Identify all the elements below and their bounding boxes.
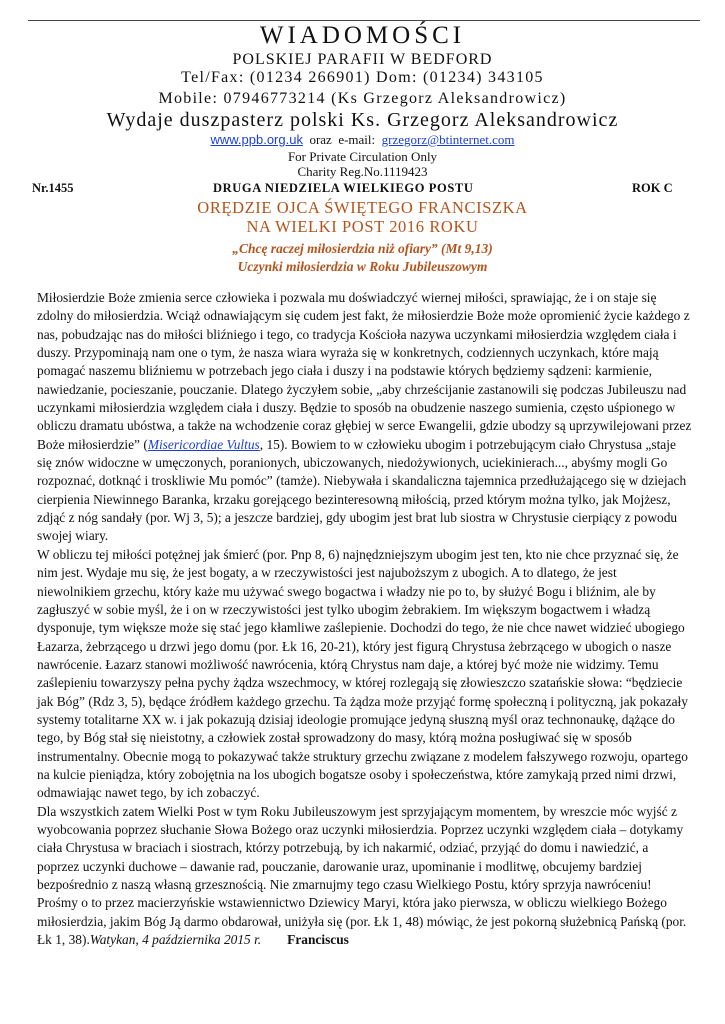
publisher-line: Wydaje duszpasterz polski Ks. Grzegorz Aleksandrowicz <box>106 109 619 131</box>
top-rule <box>28 20 700 21</box>
website-link[interactable]: www.ppb.org.uk <box>210 132 303 147</box>
article-body <box>37 289 692 949</box>
article-title: ORĘDZIE OJCA ŚWIĘTEGO FRANCISZKA <box>197 198 528 217</box>
liturgical-sunday: DRUGA NIEDZIELA WIELKIEGO POSTU <box>213 181 474 195</box>
mobile-line: Mobile: 07946773214 (Ks Grzegorz Aleksandrowicz) <box>158 90 567 107</box>
paragraph-1-text-a: Miłosierdzie Boże zmienia serce człowieka i pozwala mu doświadczyć wiernej miłości, sprawiając, że i on staje się zdolny do miłosierdzia. Wciąż odnawiającym się cudem jest fakt, że miłosierdzie Boże może opromienić życie każdego z nas, pobudzając nas do miłości bliźniego i tego, co tradycja Kościoła nazywa uczynkami miłosierdzia względem ciała i duszy. Przypominają nam one o tym, że nasza wiara wyraża się w konkretnych, codziennych uczynkach, które mają pomagać naszemu bliźniemu w potrzebach jego ciała i duszy i na podstawie których będziemy sądzeni: karmienie, nawiedzanie, pocieszanie, pouczanie. Dlatego życzyłem sobie, „aby chrześcijanie zastanowili się podczas Jubileuszu nad uczynkami miłosierdzia względem ciała i duszy. Będzie to sposób na obudzenie naszego sumienia, często uśpionego w obliczu dramatu ubóstwa, a także na wchodzenie coraz głębiej w serce Ewangelii, gdzie ubodzy są uprzywilejowani przez Boże miłosierdzie” ( <box>37 290 692 452</box>
paragraph-1-text-b: , 15). Bowiem to w człowieku ubogim i potrzebującym ciało Chrystusa „staje się znów widoczne w umęczonych, poranionych, ubiczowanych, niedożywionych, uciekinierach..., abyśmy mogli Go rozpoznać, dotknąć i troskliwie Mu pomóc” (tamże). Niebywała i skandaliczna tajemnica przedłużającego się w dziejach cierpienia Niewinnego Baranka, krzaku gorejącego bezinteresowną miłością, przed którym można tylko, jak Mojżesz, zdjąć z nóg sandały (por. Wj 3, 5); a jeszcze bardziej, gdy ubogim jest brat lub siostra w Chrystusie cierpiący z powodu swojej wiary. <box>37 436 687 544</box>
paragraph-1 <box>37 289 692 546</box>
circulation-note: For Private Circulation Only <box>287 149 438 164</box>
issue-number: Nr.1455 <box>32 181 74 195</box>
article-motto: „Chcę raczej miłosierdzia niż ofiary” (Mt 9,13) <box>232 241 493 256</box>
paragraph-3 <box>37 803 692 950</box>
liturgical-year: ROK C <box>632 181 673 195</box>
parish-name: POLSKIEJ PARAFII W BEDFORD <box>232 51 493 68</box>
article-subtitle: Uczynki miłosierdzia w Roku Jubileuszowym <box>237 259 488 274</box>
contact-joiner: oraz e-mail: <box>302 132 382 147</box>
contact-line <box>0 133 725 146</box>
phone-line: Tel/Fax: (01234 266901) Dom: (01234) 343105 <box>181 69 544 86</box>
misericordiae-vultus-link[interactable]: Misericordiae Vultus <box>147 436 260 452</box>
article-title-line2: NA WIELKI POST 2016 ROKU <box>246 217 479 236</box>
email-link[interactable]: grzegorz@btinternet.com <box>381 132 515 147</box>
signature: Franciscus <box>287 932 349 948</box>
paragraph-2: W obliczu tej miłości potężnej jak śmierć (por. Pnp 8, 6) najnędzniejszym ubogim jest ten, kto nie chce przyznać się, że nim jest. Wydaje mu się, że jest bogaty, a w rzeczywistości jest najuboższym z ubogich. A to dlatego, że jest niewolnikiem grzechu, który każe mu używać swego bogactwa i władzy nie po to, by służyć Bogu i bliźnim, ale by zagłuszyć w sobie myśl, że i on w rzeczywistości jest tylko ubogim żebrakiem. Im większym bogactwem i władzą dysponuje, tym większe może się stać jego kłamliwe zaślepienie. Dochodzi do tego, że nie chce nawet widzieć ubogiego Łazarza, żebrzącego u drzwi jego domu (por. Łk 16, 20-21), który jest figurą Chrystusa żebrzącego w ubogich o nasze nawrócenie. Łazarz stanowi możliwość nawrócenia, którą Chrystus nam daje, a której być może nie widzimy. Temu zaślepieniu towarzyszy pełna pychy żądza wszechmocy, w której rozlegają się złowieszczo szatańskie słowa: “będziecie jak Bóg” (Rdz 3, 5), będące źródłem każdego grzechu. Ta żądza może przyjąć formę społeczną i polityczną, jak pokazały systemy totalitarne XX w. i jak pokazują dzisiaj ideologie promujące jedyną słuszną myśl oraz technonaukę, dążące do tego, by Bóg stał się nieistotny, a człowiek został sprowadzony do masy, którą można posługiwać się w sposób instrumentalny. Obecnie mogą to pokazywać także struktury grzechu związane z modelem fałszywego rozwoju, opartego na kulcie pieniądza, który zobojętnia na los ubogich bogatsze osoby i społeczeństwa, które zamykają przed nimi drzwi, odmawiając nawet tego, by ich zobaczyć. <box>37 546 688 801</box>
dateline: Watykan, 4 października 2015 r. <box>89 932 262 948</box>
paragraph-3-text: Dla wszystkich zatem Wielki Post w tym Roku Jubileuszowym jest sprzyjającym momentem, by wreszcie móc wyjść z wyobcowania poprzez słuchanie Słowa Bożego oraz uczynki miłosierdzia. Poprzez uczynki względem ciała – dotykamy ciała Chrystusa w braciach i siostrach, którzy potrzebują, by ich nakarmić, odziać, przyjąć do domu i nawiedzić, a poprzez uczynki duchowe – dawanie rad, pouczanie, darowanie uraz, upominanie i modlitwę, obcujemy bardziej bezpośrednio z naszą własną grzesznością. Nie zmarnujmy tego czasu Wielkiego Postu, który sprzyja nawróceniu! Prośmy o to przez macierzyńskie wstawiennictwo Dziewicy Maryi, która jako pierwsza, w obliczu wielkiego Bożego miłosierdzia, jakim Bóg Ją darmo obdarował, uniżyła się (por. Łk 1, 48) mówiąc, że jest pokorną służebnicą Pańską (por. Łk 1, 38). <box>37 803 687 948</box>
charity-number: Charity Reg.No.1119423 <box>297 164 428 179</box>
newsletter-title: WIADOMOŚCI <box>259 22 466 49</box>
